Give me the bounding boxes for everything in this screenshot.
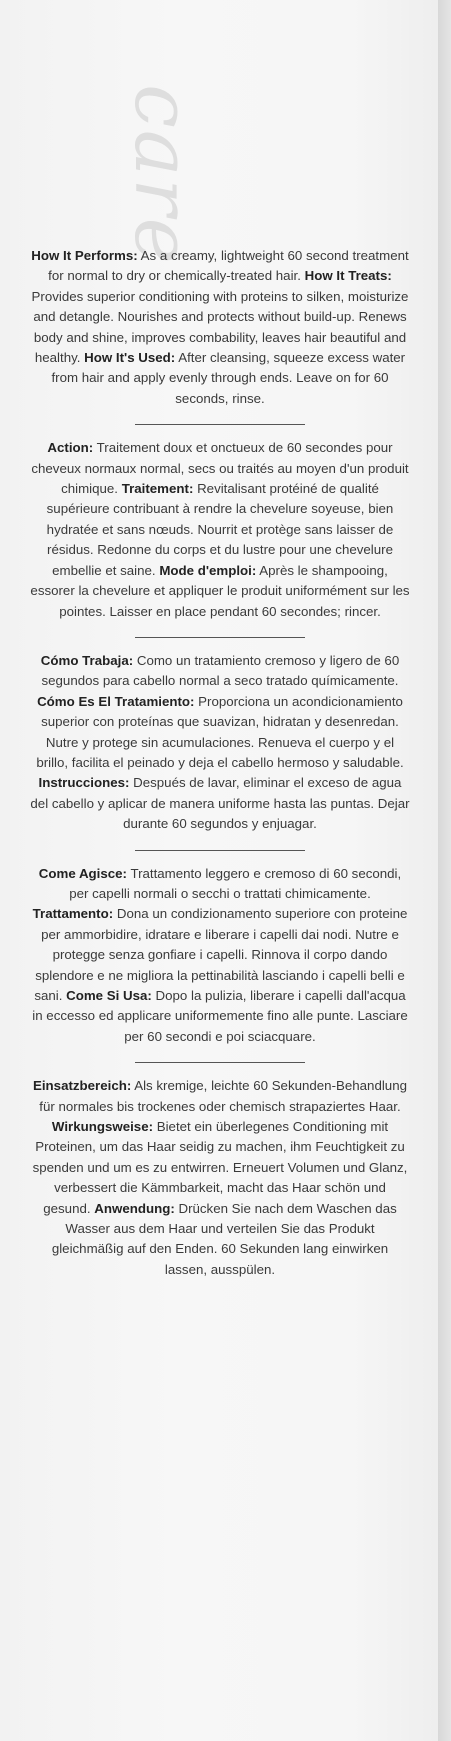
body-text: Bietet ein überlegenes Conditioning mit Proteinen, um das Haar seidig zu machen, ihm Feuchtigkeit zu spenden und um es zu entwirren. Erneuert Volumen und Glanz, verbessert die Kämmbarkeit, macht das Haar schön und gesund. xyxy=(32,1119,408,1216)
body-text: Après le shampooing, essorer la chevelure et appliquer le produit uniformément sur les pointes. Laisser en place pendant 60 secondes; rincer. xyxy=(30,562,410,619)
paragraph xyxy=(30,438,410,622)
body-text: Como un tratamiento cremoso y ligero de 60 segundos para cabello normal a seco tratado químicamente. xyxy=(41,652,400,689)
heading: Come Agisce: xyxy=(38,865,127,881)
body-text: Después de lavar, eliminar el exceso de agua del cabello y aplicar de manera uniforme hasta las puntas. Dejar durante 60 segundos y enjuagar. xyxy=(30,775,410,832)
divider xyxy=(135,424,305,425)
body-text: As a creamy, lightweight 60 second treatment for normal to dry or chemically-treated hair. xyxy=(48,248,409,284)
paragraph xyxy=(30,1076,410,1280)
body-text: Als kremige, leichte 60 Sekunden-Behandlung für normales bis trockenes oder chemisch strapaziertes Haar. xyxy=(39,1078,407,1114)
heading: Mode d'emploi: xyxy=(159,562,257,578)
heading: Come Si Usa: xyxy=(66,988,152,1003)
heading: Traitement: xyxy=(121,481,194,497)
heading: Action: xyxy=(47,440,94,456)
heading: Cómo Es El Tratamiento: xyxy=(37,693,195,709)
body-text: Revitalisant protéiné de qualité supérieure contribuant à rendre la chevelure soyeuse, bien hydratée et sans nœuds. Nourrit et protège sans laisser de résidus. Redonne du corps et du lustre pour une chevelure embellie et saine. xyxy=(46,481,394,578)
section-english xyxy=(30,246,410,409)
divider xyxy=(135,637,305,638)
heading: Anwendung: xyxy=(94,1200,175,1216)
body-text: Provides superior conditioning with proteins to silken, moisturize and detangle. Nourishes and protects without build-up. Renews body and shine, improves combability, leaves hair beautiful and healthy. xyxy=(31,288,409,366)
heading: How It's Used: xyxy=(84,350,176,366)
section-spanish xyxy=(30,651,410,835)
care-watermark: care xyxy=(117,84,207,266)
divider xyxy=(135,850,305,851)
paragraph xyxy=(30,651,410,835)
heading: Einsatzbereich: xyxy=(32,1078,132,1094)
heading: Cómo Trabaja: xyxy=(40,652,134,668)
divider xyxy=(135,1062,305,1063)
paragraph xyxy=(30,246,410,409)
heading: How It Performs: xyxy=(31,248,138,263)
body-text: After cleansing, squeeze excess water from hair and apply evenly through ends. Leave on for 60 seconds, rinse. xyxy=(51,350,406,406)
package-edge xyxy=(438,0,451,1741)
section-german xyxy=(30,1076,410,1280)
paragraph xyxy=(30,864,410,1048)
body-text: Traitement doux et onctueux de 60 secondes pour cheveux normaux normal, secs ou traités au moyen d'un produit chimique. xyxy=(31,440,409,497)
body-text: Trattamento leggero e cremoso di 60 secondi, per capelli normali o secchi o trattati chimicamente. xyxy=(69,865,402,901)
section-french xyxy=(30,438,410,622)
body-text: Proporciona un acondicionamiento superior con proteínas que suavizan, hidratan y desenredan. Nutre y protege sin acumulaciones. Renueva el cuerpo y el brillo, facilita el peinado y deja el cabello hermoso y saludable. xyxy=(36,693,404,770)
body-text: Drücken Sie nach dem Waschen das Wasser aus dem Haar und verteilen Sie das Produkt gleichmäßig auf den Enden. 60 Sekunden lang einwirken lassen, ausspülen. xyxy=(51,1200,397,1277)
instructions-text xyxy=(30,246,410,1280)
body-text: Dona un condizionamento superiore con proteine per ammorbidire, idratare e liberare i capelli dai nodi. Nutre e protegge senza gonfiare i capelli. Rinnova il corpo dando splendore e ne migliora la pettinabilità lasciando i capelli belli e sani. xyxy=(34,906,408,1003)
body-text: Dopo la pulizia, liberare i capelli dall'acqua in eccesso ed applicare uniformemente fino alle punte. Lasciare per 60 secondi e poi sciacquare. xyxy=(32,988,408,1044)
heading: Instrucciones: xyxy=(38,775,130,791)
section-italian xyxy=(30,864,410,1048)
heading: Wirkungsweise: xyxy=(51,1119,154,1135)
heading: Trattamento: xyxy=(32,906,114,922)
heading: How It Treats: xyxy=(304,268,392,284)
